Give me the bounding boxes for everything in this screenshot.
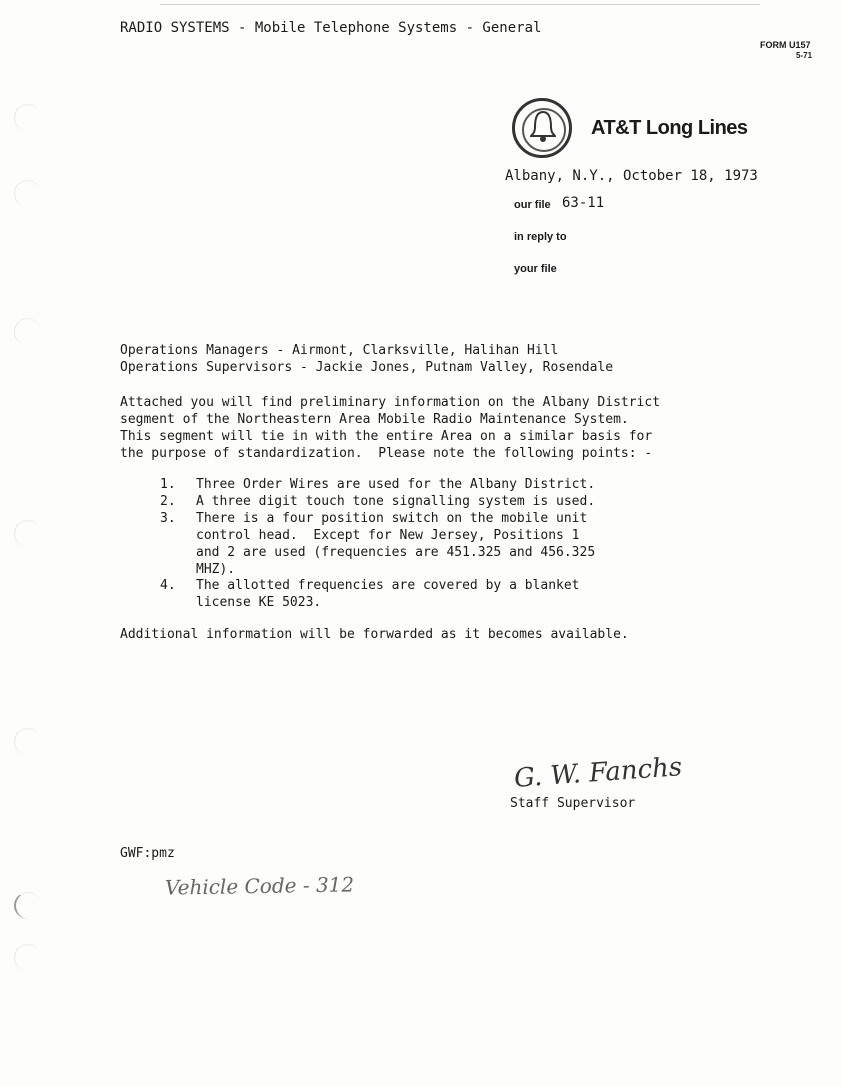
handwritten-signature: G. W. Fanchs xyxy=(513,752,684,794)
point-text: control head. Except for New Jersey, Positions 1 xyxy=(196,528,580,543)
intro-line: segment of the Northeastern Area Mobile Radio Maintenance System. xyxy=(120,412,629,427)
point-text: MHZ). xyxy=(196,562,236,577)
form-number: FORM U157 xyxy=(760,40,811,50)
binder-hole xyxy=(14,728,41,755)
binder-hole xyxy=(14,104,41,131)
binder-hole xyxy=(14,892,42,919)
binder-hole xyxy=(14,520,41,547)
our-file-value: 63-11 xyxy=(562,195,605,211)
handwritten-note: Vehicle Code - 312 xyxy=(164,872,355,900)
binder-hole xyxy=(14,180,41,207)
signature-title: Staff Supervisor xyxy=(510,796,636,811)
addressee-line: Operations Managers - Airmont, Clarksville, Halihan Hill xyxy=(120,343,559,358)
bell-icon xyxy=(530,110,556,144)
addressee-line: Operations Supervisors - Jackie Jones, Putnam Valley, Rosendale xyxy=(120,360,614,375)
place-date: Albany, N.Y., October 18, 1973 xyxy=(505,168,758,184)
our-file-label: our file xyxy=(514,199,551,211)
typist-initials: GWF:pmz xyxy=(120,846,175,861)
point-number: 1. xyxy=(160,477,176,492)
point-text: A three digit touch tone signalling system is used. xyxy=(196,494,596,509)
point-number: 2. xyxy=(160,494,176,509)
subject-line: RADIO SYSTEMS - Mobile Telephone Systems - General xyxy=(120,20,542,36)
logo-wordmark: AT&T Long Lines xyxy=(591,117,748,139)
page-edge-line xyxy=(160,4,760,5)
point-text: license KE 5023. xyxy=(196,595,322,610)
point-number: 3. xyxy=(160,511,176,526)
intro-line: the purpose of standardization. Please note the following points: - xyxy=(120,446,653,461)
intro-line: This segment will tie in with the entire Area on a similar basis for xyxy=(120,429,653,444)
point-text: There is a four position switch on the mobile unit xyxy=(196,511,588,526)
point-number: 4. xyxy=(160,578,176,593)
binder-hole xyxy=(14,318,41,345)
intro-line: Attached you will find preliminary information on the Albany District xyxy=(120,395,661,410)
point-text: Three Order Wires are used for the Albany District. xyxy=(196,477,596,492)
point-text: The allotted frequencies are covered by a blanket xyxy=(196,578,580,593)
binder-hole xyxy=(14,944,41,971)
in-reply-label: in reply to xyxy=(514,231,567,243)
closing-line: Additional information will be forwarded as it becomes available. xyxy=(120,627,629,642)
your-file-label: your file xyxy=(514,263,557,275)
form-date: 5-71 xyxy=(796,51,813,60)
point-text: and 2 are used (frequencies are 451.325 and 456.325 xyxy=(196,545,596,560)
